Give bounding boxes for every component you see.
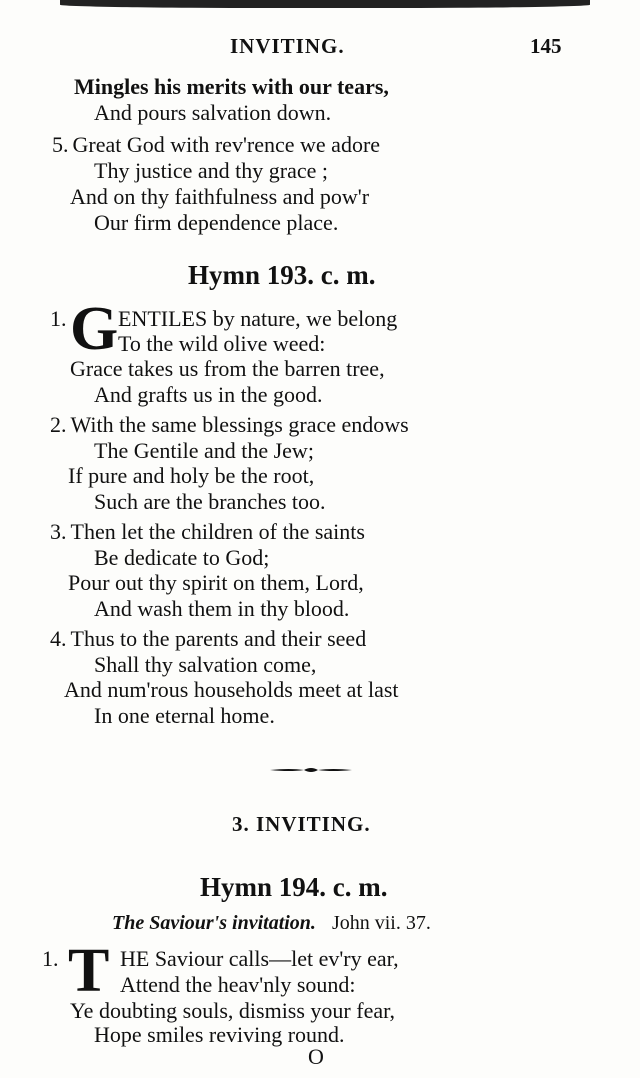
hymn-193-title: Hymn 193. c. m. — [188, 260, 376, 290]
signature-mark: O — [308, 1044, 324, 1069]
hymn-193-line-1: ENTILES by nature, we belong — [118, 306, 398, 331]
scripture-reference: John vii. 37. — [331, 912, 431, 934]
hymn-194-line-1: HE Saviour calls—let ev'ry ear, — [120, 946, 399, 971]
prev-line-1: Mingles his merits with our tears, — [74, 74, 389, 99]
verse-text: With the same blessings grace endows — [70, 412, 409, 437]
hymn-193-verse-2-line-3: If pure and holy be the root, — [68, 463, 315, 488]
hymn-193-verse-1-number: 1. — [50, 306, 67, 331]
prev-line-5: And on thy faithfulness and pow'r — [70, 184, 370, 209]
hymn-193-verse-2-line-1 — [50, 412, 409, 438]
verse-number: 2. — [50, 412, 67, 437]
hymn-193-verse-4-line-3: And num'rous households meet at last — [64, 677, 399, 702]
verse-text: Then let the children of the saints — [70, 519, 365, 544]
prev-line-3 — [52, 132, 380, 158]
hymn-194-line-4: Hope smiles reviving round. — [94, 1022, 345, 1047]
verse-number: 5. — [52, 132, 69, 157]
section-heading: 3. INVITING. — [232, 812, 371, 836]
hymn-194-title: Hymn 194. c. m. — [200, 872, 388, 902]
ornament-rule-icon — [270, 766, 352, 774]
page-header — [0, 34, 640, 64]
hymn-194-line-3: Ye doubting souls, dismiss your fear, — [70, 998, 396, 1023]
hymn-193-verse-4-line-4: In one eternal home. — [94, 703, 275, 728]
verse-text: Great God with rev'rence we adore — [72, 132, 381, 157]
hymn-193-verse-3-line-4: And wash them in thy blood. — [94, 596, 350, 621]
hymn-194-dropcap: T — [68, 937, 110, 1005]
hymn-194-line-2: Attend the heav'nly sound: — [120, 972, 356, 997]
verse-text: Thus to the parents and their seed — [70, 626, 367, 651]
hymn-193-verse-3-line-2: Be dedicate to God; — [94, 545, 270, 570]
running-title: INVITING. — [230, 34, 345, 58]
hymn-193-verse-3-line-3: Pour out thy spirit on them, Lord, — [68, 570, 364, 595]
top-border-rule — [60, 0, 590, 8]
hymn-193-line-2: To the wild olive weed: — [118, 331, 326, 356]
hymn-193-verse-3-line-1 — [50, 519, 365, 545]
prev-line-6: Our firm dependence place. — [94, 210, 339, 235]
hymn-193-line-4: And grafts us in the good. — [94, 382, 323, 407]
verse-number: 4. — [50, 626, 67, 651]
hymn-193-dropcap: G — [70, 295, 119, 363]
hymn-194-verse-1-number: 1. — [42, 946, 59, 971]
hymn-193-verse-2-line-2: The Gentile and the Jew; — [94, 438, 314, 463]
page-number: 145 — [530, 34, 562, 58]
hymn-193-line-3: Grace takes us from the barren tree, — [70, 356, 385, 381]
hymn-193-verse-2-line-4: Such are the branches too. — [94, 489, 326, 514]
prev-line-2: And pours salvation down. — [94, 100, 332, 125]
hymn-194-subtitle-row — [112, 912, 431, 935]
prev-line-4: Thy justice and thy grace ; — [94, 158, 328, 183]
hymn-193-verse-4-line-1 — [50, 626, 366, 652]
hymn-194-subtitle: The Saviour's invitation. — [112, 912, 316, 934]
verse-number: 3. — [50, 519, 67, 544]
hymn-193-verse-4-line-2: Shall thy salvation come, — [94, 652, 317, 677]
